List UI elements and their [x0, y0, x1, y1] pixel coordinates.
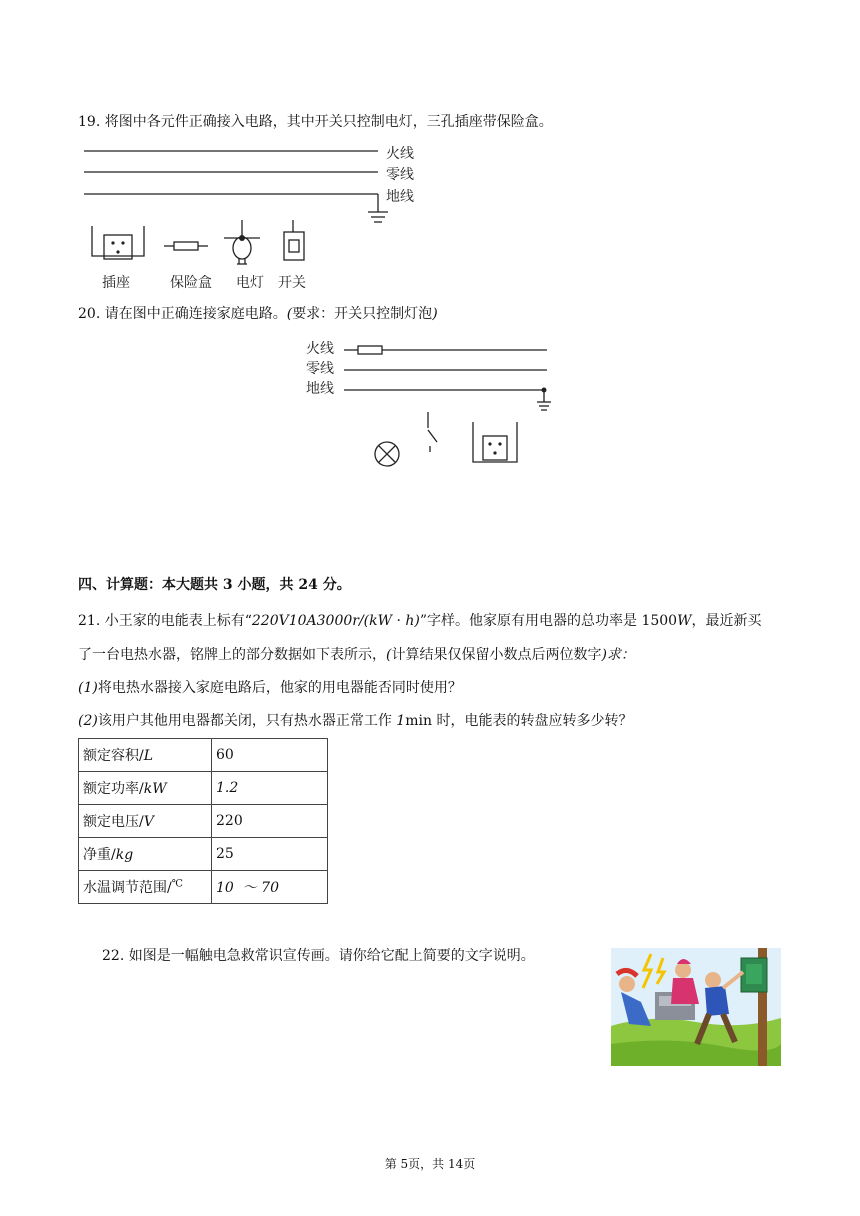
q19-socket-label: 插座 [102, 275, 130, 291]
table-row: 净重/kg 25 [79, 838, 328, 871]
water-heater-spec-table [78, 738, 328, 904]
q20-neutral-label: 零线 [306, 361, 334, 377]
page-footer: 第 5页，共 14页 [384, 1157, 476, 1171]
q19-live-label: 火线 [386, 146, 414, 162]
q20-circuit-diagram [340, 338, 555, 470]
q21-sub1: (1)将电热水器接入家庭电路后，他家的用电器能否同时使用？ [78, 680, 462, 696]
table-row: 额定容积/L 60 [79, 739, 328, 772]
q20-switch [428, 430, 437, 442]
q19-text: 19. 将图中各元件正确接入电路，其中开关只控制电灯，三孔插座带保险盒。 [78, 114, 553, 130]
q19-neutral-label: 零线 [386, 167, 414, 183]
q20-socket [473, 422, 517, 462]
table-row: 额定功率/kW 1.2 [79, 772, 328, 805]
q19-earth-label: 地线 [386, 189, 414, 205]
q19-fuse-label: 保险盒 [170, 275, 212, 291]
section-heading: 四、计算题：本大题共 3 小题，共 24 分。 [78, 577, 351, 593]
electric-shock-rescue-illustration [611, 948, 781, 1066]
q20-earth-label: 地线 [306, 381, 334, 397]
q20-fuse [358, 346, 382, 354]
q21-line1: 21. 小王家的电能表上标有“220V10A3000r/(kW · h)”字样。他家原有用电器的总功率是 1500W，最近新买 [78, 613, 762, 629]
table-row: 水温调节范围/℃ 10 ～ 70 [79, 871, 328, 904]
q20-live-label: 火线 [306, 341, 334, 357]
q19-lamp-label: 电灯 [236, 275, 264, 291]
q22-text: 22. 如图是一幅触电急救常识宣传画。请你给它配上简要的文字说明。 [102, 948, 535, 964]
q19-switch-label: 开关 [278, 275, 306, 291]
table-row: 额定电压/V 220 [79, 805, 328, 838]
q21-sub2: (2)该用户其他用电器都关闭，只有热水器正常工作 1min 时，电能表的转盘应转多少转？ [78, 713, 633, 729]
q20-text: 20. 请在图中正确连接家庭电路。(要求：开关只控制灯泡) [78, 306, 438, 322]
q21-line2: 了一台电热水器，铭牌上的部分数据如下表所示，(计算结果仅保留小数点后两位数字)求： [78, 647, 635, 663]
